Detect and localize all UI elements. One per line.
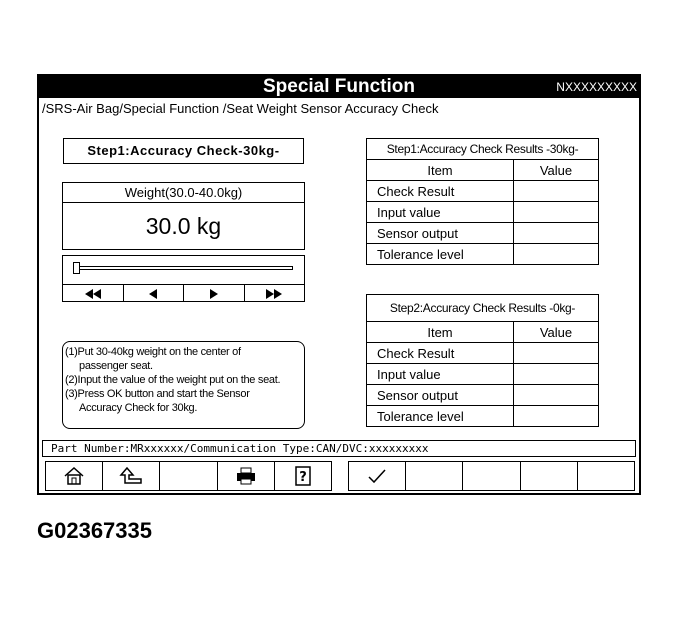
toolbar-slot-empty[interactable] (521, 462, 578, 490)
instruction-line: (3)Press OK button and start the Sensor (65, 388, 250, 400)
title-bar (39, 76, 639, 98)
row-value (514, 223, 599, 244)
row-value (514, 406, 599, 427)
table-title: Step2:Accuracy Check Results -0kg- (367, 295, 599, 322)
fast-decrease-button[interactable] (63, 285, 124, 302)
row-label: Sensor output (367, 385, 514, 406)
fast-increase-button[interactable] (245, 285, 305, 302)
breadcrumb-item-current: Seat Weight Sensor Accuracy Check (226, 101, 439, 116)
weight-range-label: Weight(30.0-40.0kg) (63, 183, 304, 203)
column-header-item: Item (367, 160, 514, 181)
page-title: Special Function (262, 76, 416, 97)
column-header-value: Value (514, 322, 599, 343)
step1-label: Step1:Accuracy Check-30kg- (63, 138, 304, 164)
step2-results-table (366, 294, 599, 427)
toolbar-slot-empty[interactable] (406, 462, 463, 490)
fast-forward-icon (265, 289, 283, 299)
instruction-line: (2)Input the value of the weight put on the seat. (65, 374, 281, 386)
svg-text:?: ? (299, 470, 307, 485)
printer-icon (235, 466, 257, 486)
column-header-value: Value (514, 160, 599, 181)
step1-results-table (366, 138, 599, 265)
row-value (514, 181, 599, 202)
home-button[interactable] (46, 462, 103, 490)
toolbar-slot-empty[interactable] (578, 462, 634, 490)
back-button[interactable] (103, 462, 160, 490)
weight-slider-panel (62, 255, 305, 302)
row-value (514, 385, 599, 406)
increase-button[interactable] (184, 285, 245, 302)
table-title: Step1:Accuracy Check Results -30kg- (367, 139, 599, 160)
ok-button[interactable] (349, 462, 406, 490)
step-forward-icon (209, 289, 219, 299)
breadcrumb: /SRS-Air Bag/Special Function /Seat Weight Sensor Accuracy Check (42, 101, 439, 116)
check-icon (366, 468, 388, 484)
status-bar: Part Number:MRxxxxxx/Communication Type:CAN/DVC:xxxxxxxxx (42, 440, 636, 457)
instruction-line: (1)Put 30-40kg weight on the center of (65, 346, 241, 358)
row-label: Sensor output (367, 223, 514, 244)
toolbar-slot-empty[interactable] (160, 462, 217, 490)
instruction-line: passenger seat. (79, 360, 153, 372)
device-id: NXXXXXXXXX (556, 80, 637, 94)
row-label: Input value (367, 364, 514, 385)
row-value (514, 202, 599, 223)
row-label: Check Result (367, 343, 514, 364)
help-icon (295, 466, 311, 486)
toolbar-slot-empty[interactable] (463, 462, 520, 490)
weight-panel (62, 182, 305, 250)
breadcrumb-item-special-function[interactable]: Special Function (122, 101, 220, 116)
breadcrumb-item-srs-air-bag[interactable]: SRS-Air Bag (45, 101, 120, 116)
instruction-line: Accuracy Check for 30kg. (79, 402, 198, 414)
weight-slider-thumb[interactable] (73, 262, 80, 274)
row-value (514, 343, 599, 364)
home-icon (63, 466, 85, 486)
instruction-box (62, 341, 305, 429)
weight-slider-track[interactable] (75, 266, 293, 270)
column-header-item: Item (367, 322, 514, 343)
toolbar-left (45, 461, 332, 491)
weight-stepper (63, 284, 304, 301)
row-value (514, 244, 599, 265)
back-icon (119, 466, 143, 486)
row-label: Tolerance level (367, 406, 514, 427)
row-label: Check Result (367, 181, 514, 202)
weight-value: 30.0 kg (145, 213, 222, 239)
decrease-button[interactable] (124, 285, 185, 302)
row-value (514, 364, 599, 385)
row-label: Tolerance level (367, 244, 514, 265)
step-back-icon (148, 289, 158, 299)
fast-rewind-icon (84, 289, 102, 299)
row-label: Input value (367, 202, 514, 223)
toolbar-right (348, 461, 635, 491)
help-button[interactable] (275, 462, 331, 490)
print-button[interactable] (218, 462, 275, 490)
image-code: G02367335 (37, 518, 152, 543)
